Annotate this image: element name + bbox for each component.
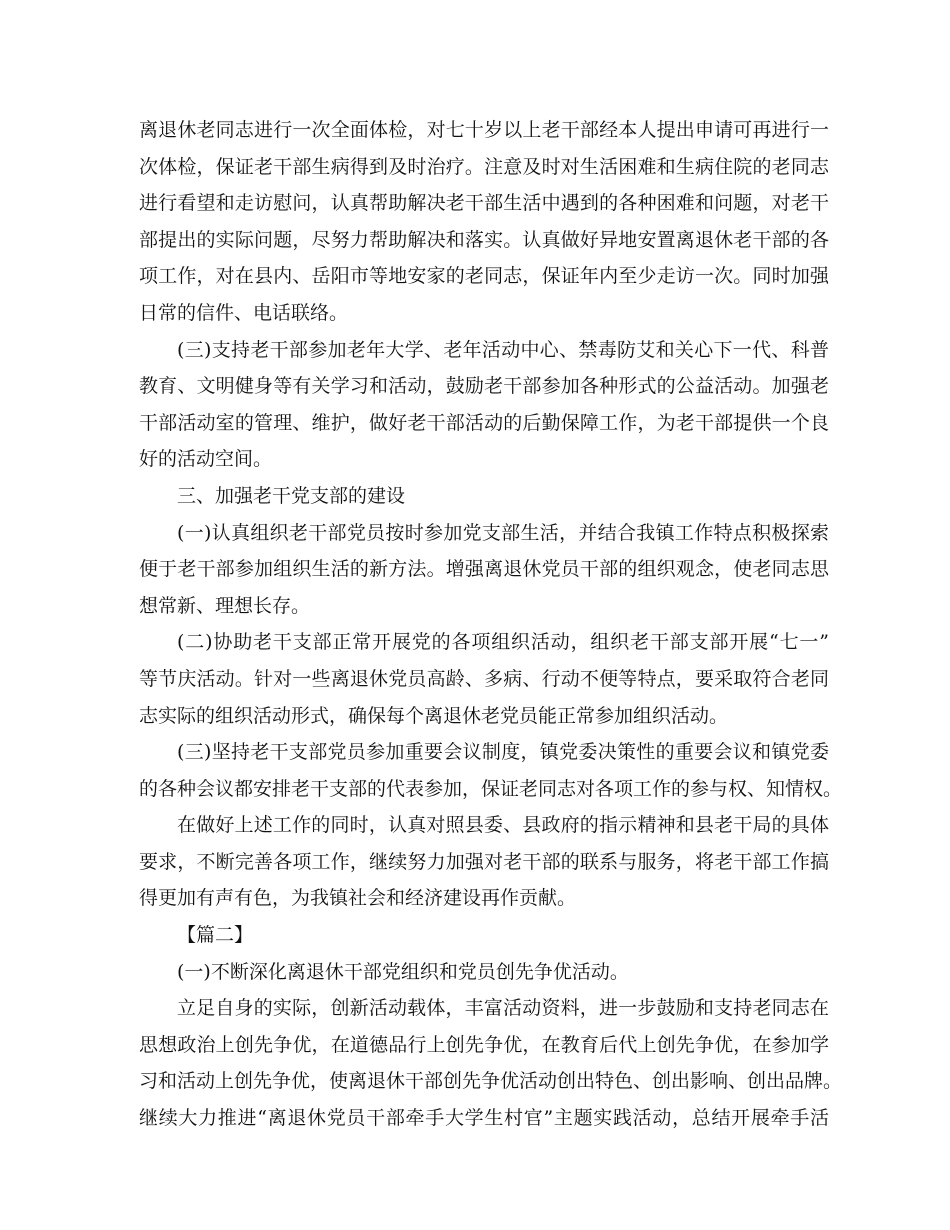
text-line: 便于老干部参加组织生活的新方法。增强离退休党员干部的组织观念，使老同志思 [139, 558, 829, 581]
text-line: 项工作，对在县内、岳阳市等地安家的老同志，保证年内至少走访一次。同时加强 [139, 265, 829, 288]
text-line: 教育、文明健身等有关学习和活动，鼓励老干部参加各种形式的公益活动。加强老 [139, 375, 829, 398]
text-line: 要求，不断完善各项工作，继续努力加强对老干部的联系与服务，将老干部工作搞 [139, 850, 829, 873]
paragraph-start-line: (三)坚持老干支部党员参加重要会议制度，镇党委决策性的重要会议和镇党委 [177, 741, 829, 764]
part-heading: 【篇二】 [177, 924, 254, 947]
paragraph-start-line: 在做好上述工作的同时，认真对照县委、县政府的指示精神和县老干局的具体 [177, 814, 829, 837]
text-line: 习和活动上创先争优，使离退休干部创先争优活动创出特色、创出影响、创出品牌。 [139, 1070, 843, 1093]
paragraph-start-line: (二)协助老干支部正常开展党的各项组织活动，组织老干部支部开展“七一” [177, 631, 829, 654]
text-line: 等节庆活动。针对一些离退休党员高龄、多病、行动不便等特点，要采取符合老同 [139, 667, 829, 690]
text-line: 思想政治上创先争优，在道德品行上创先争优，在教育后代上创先争优，在参加学 [139, 1033, 829, 1056]
text-line: 继续大力推进“离退休党员干部牵手大学生村官”主题实践活动，总结开展牵手活 [139, 1107, 829, 1130]
text-line: 进行看望和走访慰问，认真帮助解决老干部生活中遇到的各种困难和问题，对老干 [139, 192, 829, 215]
text-line: 的各种会议都安排老干支部的代表参加，保证老同志对各项工作的参与权、知情权。 [139, 777, 843, 800]
text-line: 部提出的实际问题，尽努力帮助解决和落实。认真做好异地安置离退休老干部的各 [139, 228, 829, 251]
paragraph-start-line: 立足自身的实际，创新活动载体，丰富活动资料，进一步鼓励和支持老同志在 [177, 997, 829, 1020]
text-line: 得更加有声有色，为我镇社会和经济建设再作贡献。 [139, 887, 577, 910]
text-line: 好的活动空间。 [139, 448, 273, 471]
subsection-heading: (一)不断深化离退休干部党组织和党员创先争优活动。 [177, 960, 629, 983]
document-body [139, 112, 843, 1137]
paragraph-start-line: (三)支持老干部参加老年大学、老年活动中心、禁毒防艾和关心下一代、科普 [177, 338, 829, 361]
text-line: 日常的信件、电话联络。 [139, 301, 349, 324]
text-line: 离退休老同志进行一次全面体检，对七十岁以上老干部经本人提出申请可再进行一 [139, 119, 829, 141]
paragraph-start-line: (一)认真组织老干部党员按时参加党支部生活，并结合我镇工作特点积极探索 [177, 521, 829, 544]
text-line: 干部活动室的管理、维护，做好老干部活动的后勤保障工作，为老干部提供一个良 [139, 411, 829, 434]
text-line: 想常新、理想长存。 [139, 594, 311, 617]
section-heading: 三、加强老干党支部的建设 [177, 484, 406, 507]
text-line: 志实际的组织活动形式，确保每个离退休老党员能正常参加组织活动。 [139, 704, 729, 727]
text-line: 次体检，保证老干部生病得到及时治疗。注意及时对生活困难和生病住院的老同志 [139, 155, 829, 178]
